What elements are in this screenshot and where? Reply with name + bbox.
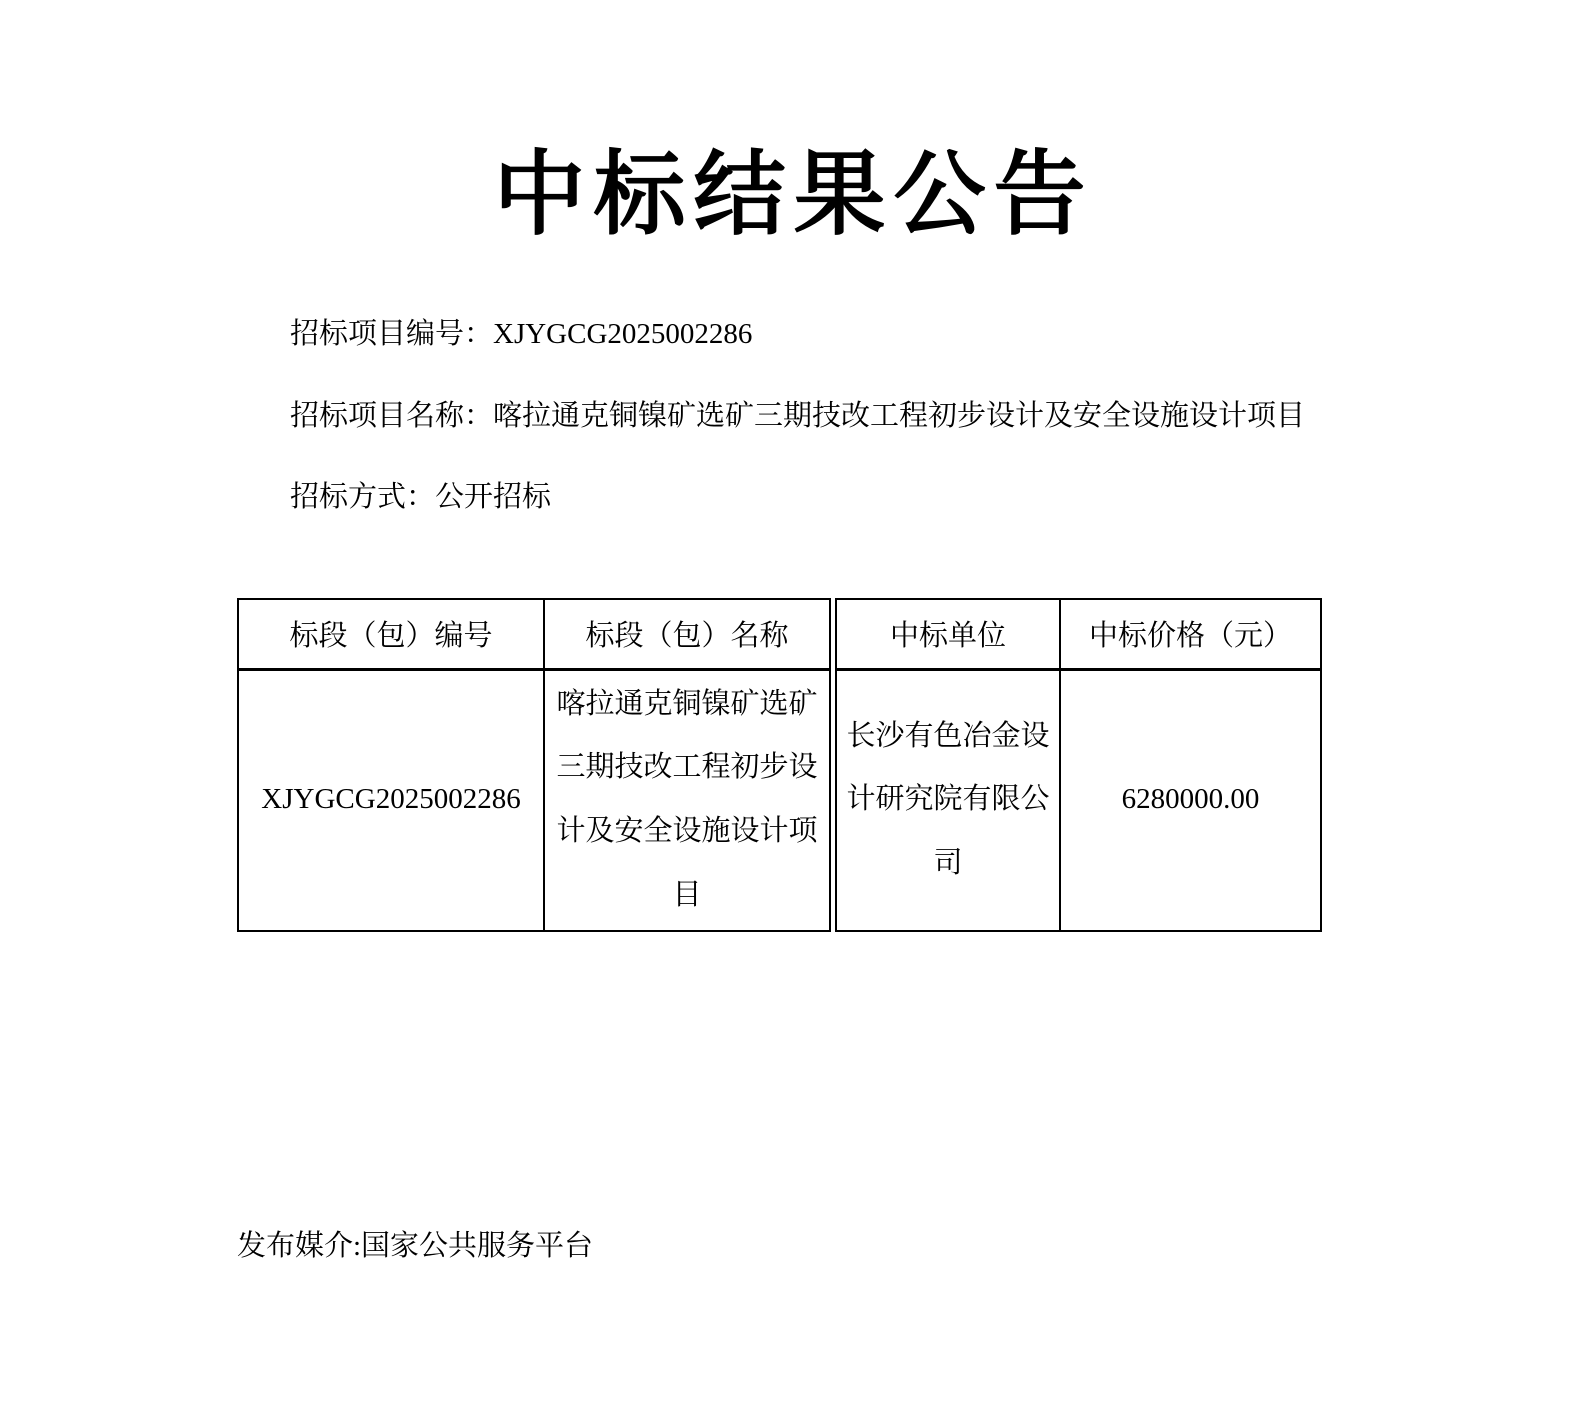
table-header-row [836,599,1321,669]
table-header-row [238,599,830,669]
cell-package-number: XJYGCG2025002286 [238,669,544,931]
footer-publish-medium: 发布媒介:国家公共服务平台 [237,1230,594,1262]
header-winning-price: 中标价格（元） [1060,599,1321,669]
field-tender-project-name [290,398,1305,436]
table-row [238,669,830,931]
cell-package-name: 喀拉通克铜镍矿选矿三期技改工程初步设计及安全设施设计项目 [544,669,830,931]
field-value: 喀拉通克铜镍矿选矿三期技改工程初步设计及安全设施设计项目 [493,400,1306,432]
header-package-number: 标段（包）编号 [238,599,544,669]
cell-winning-price: 6280000.00 [1060,669,1321,931]
table-row [836,669,1321,931]
field-value: 公开招标 [435,481,552,513]
result-table-left [237,598,831,932]
header-winning-bidder: 中标单位 [836,599,1060,669]
field-label: 招标项目编号： [290,318,494,350]
field-label: 招标方式： [290,481,436,513]
result-table-right [835,598,1322,932]
header-package-name: 标段（包）名称 [544,599,830,669]
page-title: 中标结果公告 [493,144,1094,246]
result-table [237,598,1322,932]
field-value: XJYGCG2025002286 [493,318,753,350]
cell-winning-bidder: 长沙有色冶金设计研究院有限公司 [836,669,1060,931]
field-tender-project-number [290,316,752,354]
field-tender-method [290,479,551,517]
field-label: 招标项目名称： [290,400,494,432]
